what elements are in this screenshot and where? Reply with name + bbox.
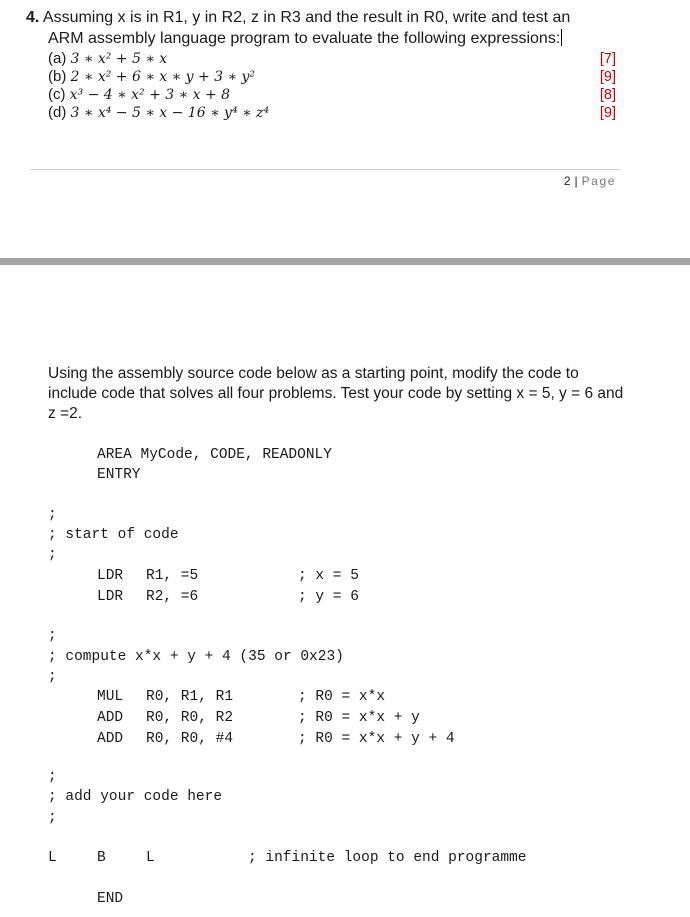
code-loop-comment: ; infinite loop to end programme: [248, 850, 527, 866]
code-add2-comment: ; R0 = x*x + y + 4: [298, 731, 455, 747]
code-ldr1-instr: LDR: [97, 568, 124, 584]
text-cursor: [561, 29, 562, 46]
page-number: 2 | Page: [563, 174, 616, 188]
code-add1-instr: ADD: [97, 710, 124, 726]
code-ldr1-comment: ; x = 5: [298, 568, 359, 584]
question-text-1: Assuming x is in R1, y in R2, z in R3 and the result in R0, write and test an: [42, 9, 571, 26]
expression-b: (b) 2 ∗ x² + 6 ∗ x ∗ y + 3 ∗ y²: [48, 68, 255, 85]
code-loop-label: L: [48, 850, 57, 866]
code-loop-instr: B: [97, 850, 106, 866]
code-add1-ops: R0, R0, R2: [146, 710, 234, 726]
code-comment: ;: [48, 810, 57, 826]
code-loop-ops: L: [146, 850, 155, 866]
code-comment-add: ; add your code here: [48, 789, 223, 805]
code-ldr2-instr: LDR: [97, 589, 124, 605]
instructions-paragraph: Using the assembly source code below as a starting point, modify the code to include code that solves all four problems. Test your code by setting x = 5, y = 6 and z =2.: [48, 365, 624, 422]
code-comment: ;: [48, 669, 57, 685]
code-add2-instr: ADD: [97, 731, 124, 747]
question-line-1: [26, 7, 570, 28]
marks-b: [9]: [599, 69, 616, 85]
code-comment-compute: ; compute x*x + y + 4 (35 or 0x23): [48, 649, 344, 665]
code-ldr1-ops: R1, =5: [146, 568, 199, 584]
code-end-directive: END: [97, 891, 124, 907]
code-mul-comment: ; R0 = x*x: [298, 689, 386, 705]
code-comment: ;: [48, 769, 57, 785]
marks-d: [9]: [599, 105, 616, 121]
code-area-directive: AREA MyCode, CODE, READONLY: [97, 447, 332, 463]
code-comment-start: ; start of code: [48, 527, 179, 543]
marks-a: [7]: [599, 51, 616, 67]
code-comment: ;: [48, 507, 57, 523]
code-ldr2-ops: R2, =6: [146, 589, 199, 605]
question-text-2: ARM assembly language program to evaluate the following expressions:: [48, 30, 561, 47]
expression-a: (a) 3 ∗ x² + 5 ∗ x: [48, 50, 168, 67]
marks-c: [8]: [599, 87, 616, 103]
page-break: [0, 258, 690, 265]
code-add1-comment: ; R0 = x*x + y: [298, 710, 420, 726]
code-mul-ops: R0, R1, R1: [146, 689, 234, 705]
code-entry-directive: ENTRY: [97, 467, 141, 483]
code-ldr2-comment: ; y = 6: [298, 589, 359, 605]
question-number: 4.: [26, 9, 40, 26]
footer-divider: [30, 169, 620, 170]
code-comment: ;: [48, 628, 57, 644]
question-line-2: [48, 28, 562, 49]
code-mul-instr: MUL: [97, 689, 124, 705]
code-comment: ;: [48, 547, 57, 563]
expression-d: (d) 3 ∗ x⁴ − 5 ∗ x − 16 ∗ y⁴ ∗ z⁴: [48, 104, 269, 121]
code-add2-ops: R0, R0, #4: [146, 731, 234, 747]
expression-c: (c) x³ − 4 ∗ x² + 3 ∗ x + 8: [48, 86, 231, 103]
